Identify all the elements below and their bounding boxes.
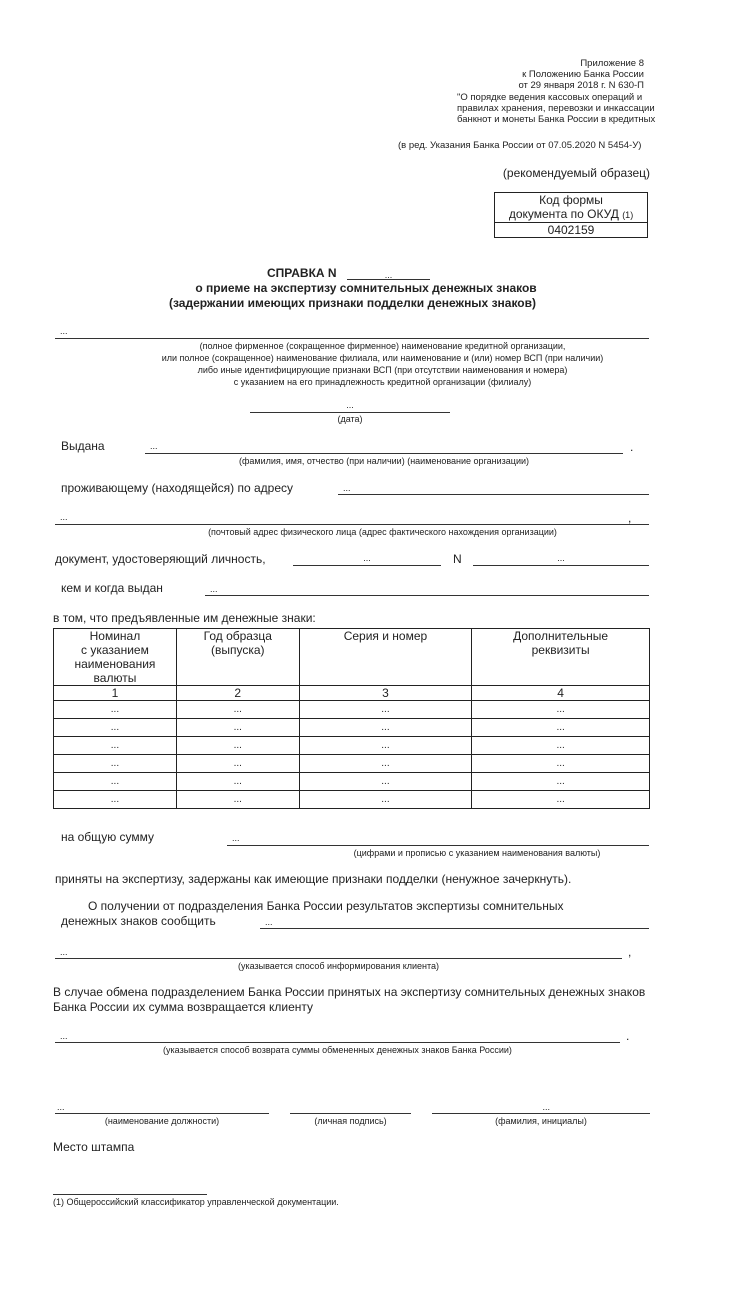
position-line — [55, 1113, 269, 1114]
table-row — [54, 791, 650, 809]
issued-end: . — [630, 440, 634, 454]
table-cell[interactable]: ... — [472, 719, 650, 737]
table-header-cell: Дополнительные реквизиты — [472, 629, 650, 686]
notes-intro: в том, что предъявленные им денежные знаки: — [53, 611, 316, 625]
appendix-block-title — [457, 92, 655, 125]
okud-box — [494, 192, 648, 238]
table-row — [54, 773, 650, 791]
table-number-cell: 4 — [472, 686, 650, 701]
identity-n-line — [473, 565, 649, 566]
table-cell[interactable]: ... — [176, 737, 299, 755]
table-cell[interactable]: ... — [176, 773, 299, 791]
identity-value[interactable]: ... — [363, 553, 371, 563]
recommended-label: (рекомендуемый образец) — [502, 166, 650, 180]
okud-label — [495, 193, 648, 223]
address-end: , — [628, 511, 632, 525]
table-cell[interactable]: ... — [176, 791, 299, 809]
org-hint-line: с указанием на его принадлежность кредитной организации (филиалу) — [233, 377, 532, 387]
results-line1: О получении от подразделения Банка России результатов экспертизы сомнительных — [88, 899, 564, 913]
table-cell[interactable]: ... — [54, 791, 177, 809]
table-cell[interactable]: ... — [472, 737, 650, 755]
appendix-line: "О порядке ведения кассовых операций и — [457, 92, 643, 103]
title-number: ... — [384, 270, 393, 280]
org-hint-line: или полное (сокращенное) наименование филиала, или наименование и (или) номер ВСП (при наличии) — [161, 353, 604, 363]
address-value[interactable]: ... — [343, 483, 351, 493]
address-label: проживающему (находящейся) по адресу — [61, 481, 294, 495]
exchange-value[interactable]: ... — [60, 1031, 68, 1041]
signature-hint: (личная подпись) — [314, 1116, 387, 1126]
banknotes-table — [53, 628, 650, 809]
results-line-2 — [55, 958, 622, 959]
table-number-cell: 2 — [176, 686, 299, 701]
position-value[interactable]: ... — [57, 1102, 65, 1112]
stamp-label: Место штампа — [53, 1140, 135, 1154]
position-hint: (наименование должности) — [104, 1116, 220, 1126]
total-value[interactable]: ... — [232, 833, 240, 843]
footnote-separator — [53, 1194, 207, 1195]
total-hint: (цифрами и прописью с указанием наименования валюты) — [353, 848, 601, 858]
results-end: , — [628, 945, 632, 959]
appendix-line: к Положению Банка России — [522, 69, 644, 80]
exchange-line — [55, 1042, 620, 1043]
org-hint — [55, 340, 710, 388]
appendix-line: правилах хранения, перевозки и инкассации — [457, 103, 655, 114]
table-cell[interactable]: ... — [472, 701, 650, 719]
table-cell[interactable]: ... — [54, 719, 177, 737]
exchange-line2: Банка России их сумма возвращается клиенту — [53, 1000, 314, 1014]
results-value[interactable]: ... — [265, 917, 273, 927]
table-header-cell: Год образца (выпуска) — [176, 629, 299, 686]
issued-hint: (фамилия, имя, отчество (при наличии) (наименование организации) — [239, 456, 529, 466]
table-cell[interactable]: ... — [299, 791, 472, 809]
results-line — [260, 928, 649, 929]
date-value[interactable]: ... — [346, 400, 354, 410]
table-number-row — [54, 686, 650, 701]
name-line — [432, 1113, 650, 1114]
date-line — [250, 412, 450, 413]
results-line2: денежных знаков сообщить — [61, 914, 216, 928]
table-row — [54, 755, 650, 773]
footnote-text: (1) Общероссийский классификатор управленческой документации. — [53, 1197, 339, 1207]
appendix-block — [518, 58, 644, 91]
appendix-line: банкнот и монеты Банка России в кредитных — [457, 114, 656, 125]
table-header-cell: Номинал с указанием наименования валюты — [54, 629, 177, 686]
table-number-cell: 1 — [54, 686, 177, 701]
identity-n-label: N — [453, 552, 462, 566]
total-line — [227, 845, 649, 846]
exchange-line1: В случае обмена подразделением Банка России принятых на экспертизу сомнительных денежных знаков — [53, 985, 646, 999]
identity-n-value[interactable]: ... — [557, 553, 565, 563]
table-row — [54, 719, 650, 737]
table-cell[interactable]: ... — [176, 701, 299, 719]
okud-code: 0402159 — [495, 223, 648, 238]
table-cell[interactable]: ... — [472, 755, 650, 773]
results-value2[interactable]: ... — [60, 947, 68, 957]
identity-line — [293, 565, 441, 566]
issued-by-label: кем и когда выдан — [61, 581, 163, 595]
title-line3: (задержании имеющих признаки подделки денежных знаков) — [168, 296, 537, 310]
org-line — [55, 338, 649, 339]
results-hint: (указывается способ информирования клиента) — [237, 961, 440, 971]
table-cell[interactable]: ... — [299, 737, 472, 755]
name-value[interactable]: ... — [542, 1102, 550, 1112]
appendix-line: от 29 января 2018 г. N 630-П — [518, 80, 644, 91]
table-cell[interactable]: ... — [176, 755, 299, 773]
table-cell[interactable]: ... — [299, 755, 472, 773]
exchange-hint: (указывается способ возврата суммы обмененных денежных знаков Банка России) — [163, 1045, 512, 1055]
table-number-cell: 3 — [299, 686, 472, 701]
accepted-text: приняты на экспертизу, задержаны как имеющие признаки подделки (ненужное зачеркнуть). — [55, 872, 572, 886]
appendix-line: Приложение 8 — [580, 58, 644, 69]
org-hint-line: либо иные идентифицирующие признаки ВСП (при отсутствии наименования и номера) — [197, 365, 568, 375]
title-line2: о приеме на экспертизу сомнительных денежных знаков — [195, 281, 537, 295]
total-label: на общую сумму — [61, 830, 155, 844]
issued-label: Выдана — [61, 439, 105, 453]
org-hint-line: (полное фирменное (сокращенное фирменное) наименование кредитной организации, — [199, 341, 566, 351]
table-cell[interactable]: ... — [472, 773, 650, 791]
date-hint: (дата) — [337, 414, 363, 424]
okud-footnote-ref: (1) — [622, 210, 634, 220]
table-cell[interactable]: ... — [54, 773, 177, 791]
table-cell[interactable]: ... — [299, 773, 472, 791]
table-cell[interactable]: ... — [54, 755, 177, 773]
table-cell[interactable]: ... — [176, 719, 299, 737]
table-cell[interactable]: ... — [54, 701, 177, 719]
org-value[interactable]: ... — [60, 326, 68, 336]
table-row — [54, 701, 650, 719]
exchange-end: . — [626, 1029, 630, 1043]
identity-label: документ, удостоверяющий личность, — [55, 552, 266, 566]
issued-by-value[interactable]: ... — [210, 584, 218, 594]
title-prefix: СПРАВКА N — [267, 266, 337, 280]
address-line2 — [55, 524, 649, 525]
issued-line — [145, 453, 623, 454]
table-row — [54, 737, 650, 755]
signature-line[interactable] — [290, 1113, 411, 1114]
table-cell[interactable]: ... — [54, 737, 177, 755]
table-cell[interactable]: ... — [472, 791, 650, 809]
table-header-row — [54, 629, 650, 686]
address-hint: (почтовый адрес физического лица (адрес фактического нахождения организации) — [208, 527, 557, 537]
address-value2[interactable]: ... — [60, 512, 68, 522]
table-cell[interactable]: ... — [299, 701, 472, 719]
okud-label-line2: документа по ОКУД (1) — [508, 207, 634, 221]
table-header-cell: Серия и номер — [299, 629, 472, 686]
okud-label-line1: Код формы — [539, 193, 603, 207]
issued-value[interactable]: ... — [150, 441, 158, 451]
revision-note: (в ред. Указания Банка России от 07.05.2020 N 5454-У) — [398, 140, 642, 151]
issued-by-line — [205, 595, 649, 596]
table-cell[interactable]: ... — [299, 719, 472, 737]
name-hint: (фамилия, инициалы) — [495, 1116, 587, 1126]
address-line — [338, 494, 649, 495]
